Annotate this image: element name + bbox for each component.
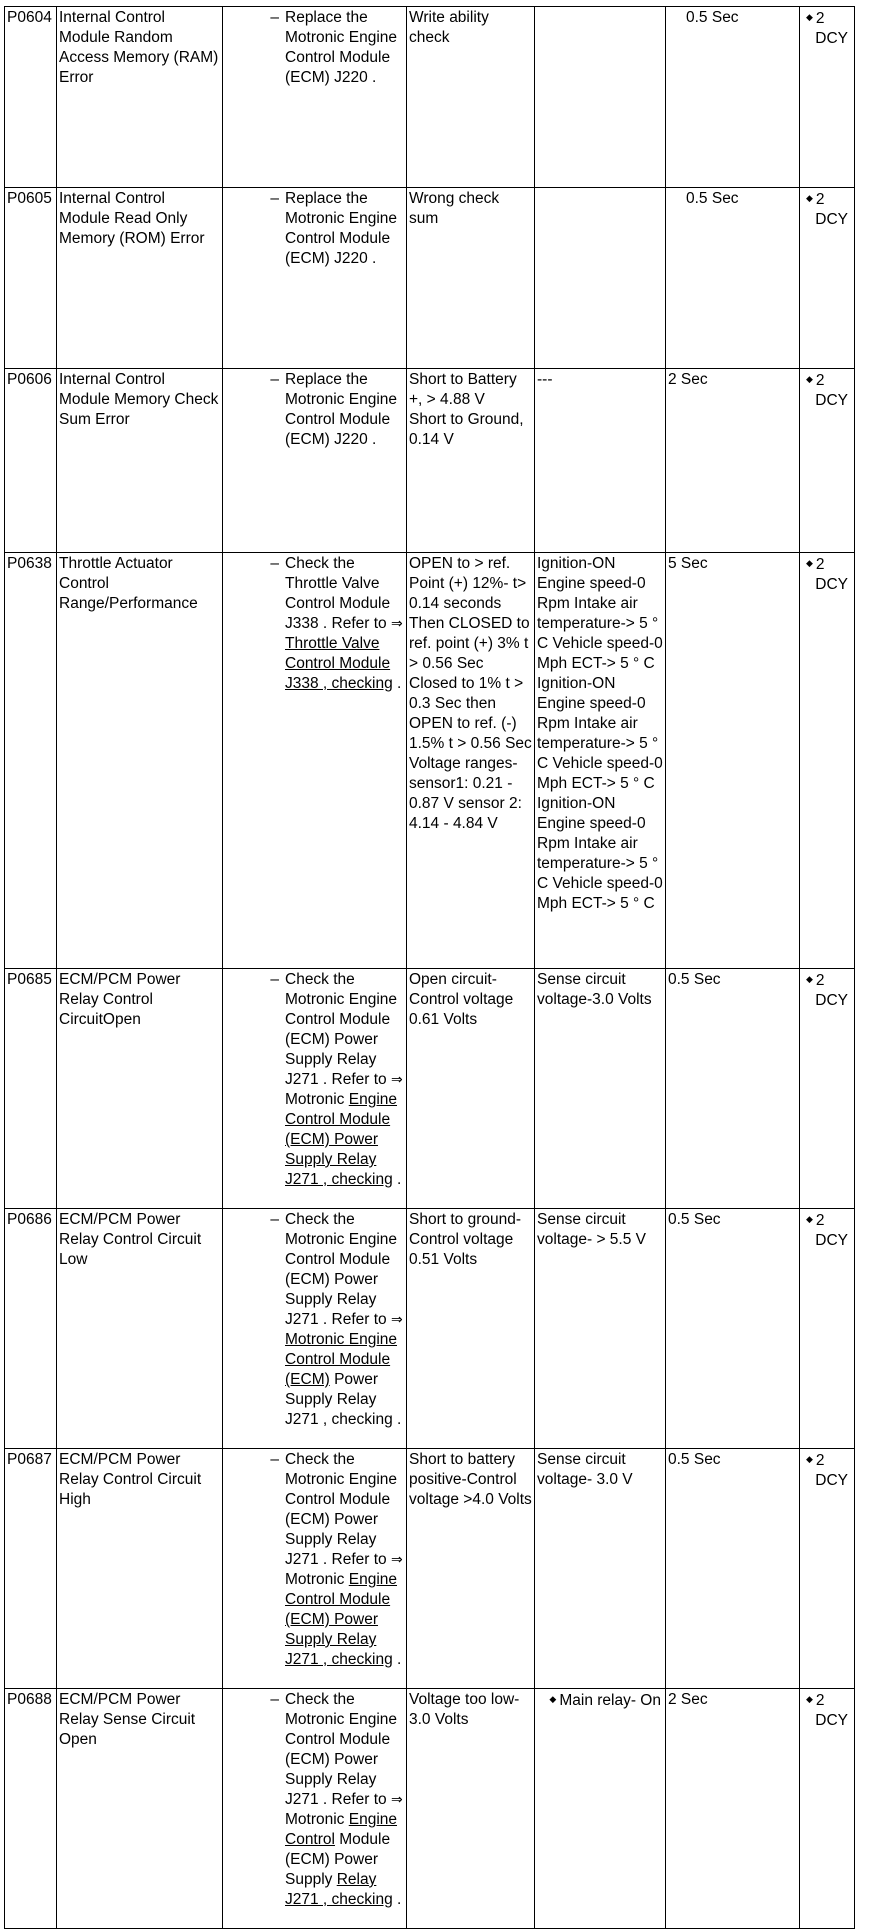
table-row — [5, 553, 855, 969]
diamond-bullet-icon: ◆ — [806, 559, 813, 569]
mil-unit: DCY — [815, 576, 848, 593]
mil-value: 2 — [815, 1212, 825, 1229]
diamond-bullet-icon: ◆ — [806, 1695, 813, 1705]
repair-text-pre: Check the Motronic Engine Control Module (ECM) Power Supply Relay J271 . Refer to — [285, 1691, 398, 1808]
repair-text — [285, 970, 404, 1190]
time-cell: 2 Sec — [666, 369, 800, 553]
mil-value: 2 — [815, 1452, 825, 1469]
repair-text — [285, 1690, 404, 1910]
dtc-description: ECM/PCM Power Relay Control CircuitOpen — [57, 969, 223, 1209]
mil-cell — [800, 1449, 855, 1689]
time-cell: 5 Sec — [666, 553, 800, 969]
dtc-code: P0685 — [5, 969, 57, 1209]
bullet-dash: – — [270, 1451, 279, 1468]
arrow-right-icon: ⇒ — [390, 1312, 403, 1328]
repair-text-mid: Motronic — [285, 1811, 349, 1828]
dtc-description: Internal Control Module Memory Check Sum Error — [57, 369, 223, 553]
dtc-description: Throttle Actuator Control Range/Performance — [57, 553, 223, 969]
table-row — [5, 969, 855, 1209]
mil-value: 2 — [815, 556, 825, 573]
repair-cell — [223, 969, 407, 1209]
repair-text-post: Module (ECM) Power Supply — [285, 1831, 391, 1888]
dtc-table — [4, 6, 855, 1929]
criteria-cell: Wrong check sum — [407, 188, 535, 369]
arrow-right-icon: ⇒ — [390, 1072, 403, 1088]
criteria-cell: Short to battery positive-Control voltage >4.0 Volts — [407, 1449, 535, 1689]
repair-text-post: . — [392, 1171, 402, 1188]
mil-unit: DCY — [815, 1712, 848, 1729]
criteria-line: Short to Ground, 0.14 V — [409, 411, 524, 448]
diamond-bullet-icon: ◆ — [806, 375, 813, 385]
mil-cell — [800, 969, 855, 1209]
diamond-bullet-icon: ◆ — [806, 975, 813, 985]
dtc-code: P0604 — [5, 7, 57, 188]
mil-value: 2 — [815, 372, 825, 389]
mil-cell — [800, 7, 855, 188]
repair-cell — [223, 188, 407, 369]
repair-cell — [223, 369, 407, 553]
enable-cell: Ignition-ON Engine speed-0 Rpm Intake air temperature-> 5 ° C Vehicle speed-0 Mph ECT-> 5 ° C Ignition-ON Engine speed-0 Rpm Intake air temperature-> 5 ° C Vehicle speed-0 Mph ECT-> 5 ° C Ignition-ON Engine speed-0 Rpm Intake air temperature-> 5 ° C Vehicle speed-0 Mph ECT-> 5 ° C — [535, 553, 666, 969]
repair-text-mid: Motronic — [285, 1091, 349, 1108]
mil-cell — [800, 1689, 855, 1929]
repair-link[interactable]: Engine Control Module (ECM) Power Supply Relay J271 , checking — [285, 1091, 398, 1188]
dtc-description: Internal Control Module Random Access Memory (RAM) Error — [57, 7, 223, 188]
criteria-cell: Short to ground-Control voltage 0.51 Volts — [407, 1209, 535, 1449]
repair-text-pre: Check the Motronic Engine Control Module (ECM) Power Supply Relay J271 . Refer to — [285, 1211, 398, 1328]
table-row — [5, 188, 855, 369]
repair-cell — [223, 1209, 407, 1449]
criteria-cell: OPEN to > ref. Point (+) 12%- t> 0.14 seconds Then CLOSED to ref. point (+) 3% t > 0.56 Sec Closed to 1% t > 0.3 Sec then OPEN to ref. (-) 1.5% t > 0.56 Sec Voltage ranges- sensor1: 0.21 - 0.87 V sensor 2: 4.14 - 4.84 V — [407, 553, 535, 969]
time-cell: 0.5 Sec — [666, 1209, 800, 1449]
time-cell: 0.5 Sec — [666, 7, 800, 188]
diamond-bullet-icon: ◆ — [806, 1455, 813, 1465]
dtc-code: P0638 — [5, 553, 57, 969]
enable-cell: Sense circuit voltage-3.0 Volts — [535, 969, 666, 1209]
mil-value: 2 — [815, 10, 825, 27]
criteria-cell: Write ability check — [407, 7, 535, 188]
repair-text-post: Power Supply Relay J271 , checking . — [285, 1371, 402, 1428]
repair-cell — [223, 1449, 407, 1689]
repair-text-post: . — [392, 675, 402, 692]
criteria-line: Short to Battery +, > 4.88 V — [409, 371, 517, 408]
repair-link[interactable]: Motronic Engine Control Module (ECM) — [285, 1331, 398, 1388]
criteria-cell: Open circuit- Control voltage 0.61 Volts — [407, 969, 535, 1209]
bullet-dash: – — [270, 190, 279, 207]
repair-cell — [223, 1689, 407, 1929]
diamond-bullet-icon: ◆ — [806, 194, 813, 204]
repair-link-2[interactable]: Relay J271 , checking — [285, 1871, 393, 1908]
bullet-dash: – — [270, 9, 279, 26]
dtc-code: P0686 — [5, 1209, 57, 1449]
mil-unit: DCY — [815, 1232, 848, 1249]
arrow-right-icon: ⇒ — [390, 616, 403, 632]
repair-link[interactable]: Engine Control — [285, 1811, 398, 1848]
criteria-cell: Voltage too low-3.0 Volts — [407, 1689, 535, 1929]
repair-text-pre: Check the Throttle Valve Control Module J338 . Refer to — [285, 555, 391, 632]
dtc-description: Internal Control Module Read Only Memory (ROM) Error — [57, 188, 223, 369]
time-cell: 0.5 Sec — [666, 188, 800, 369]
enable-cell: Sense circuit voltage- 3.0 V — [535, 1449, 666, 1689]
mil-cell — [800, 369, 855, 553]
mil-cell — [800, 1209, 855, 1449]
dtc-description: ECM/PCM Power Relay Sense Circuit Open — [57, 1689, 223, 1929]
mil-value: 2 — [815, 191, 825, 208]
repair-text: Replace the Motronic Engine Control Module (ECM) J220 . — [285, 190, 398, 267]
repair-cell — [223, 553, 407, 969]
mil-unit: DCY — [815, 392, 848, 409]
table-row — [5, 1689, 855, 1929]
diamond-bullet-icon: ◆ — [806, 1215, 813, 1225]
repair-text-pre: Check the Motronic Engine Control Module (ECM) Power Supply Relay J271 . Refer to — [285, 971, 398, 1088]
table-row — [5, 1209, 855, 1449]
table-row — [5, 7, 855, 188]
repair-cell — [223, 7, 407, 188]
mil-unit: DCY — [815, 211, 848, 228]
diamond-bullet-icon: ◆ — [549, 1695, 557, 1705]
bullet-dash: – — [270, 1691, 279, 1708]
mil-unit: DCY — [815, 1472, 848, 1489]
enable-cell — [535, 7, 666, 188]
repair-text-post-2: . — [392, 1891, 402, 1908]
dtc-code: P0687 — [5, 1449, 57, 1689]
criteria-cell — [407, 369, 535, 553]
arrow-right-icon: ⇒ — [390, 1792, 403, 1808]
mil-value: 2 — [815, 972, 825, 989]
repair-text — [285, 554, 404, 694]
repair-text — [285, 1450, 404, 1670]
repair-text-mid: Motronic — [285, 1571, 349, 1588]
arrow-right-icon: ⇒ — [390, 1552, 403, 1568]
bullet-dash: – — [270, 1211, 279, 1228]
dtc-description: ECM/PCM Power Relay Control Circuit High — [57, 1449, 223, 1689]
dtc-code: P0605 — [5, 188, 57, 369]
mil-value: 2 — [815, 1692, 825, 1709]
bullet-dash: – — [270, 555, 279, 572]
enable-cell: --- — [535, 369, 666, 553]
mil-unit: DCY — [815, 992, 848, 1009]
time-cell: 0.5 Sec — [666, 969, 800, 1209]
repair-text: Replace the Motronic Engine Control Module (ECM) J220 . — [285, 371, 398, 448]
enable-cell — [535, 188, 666, 369]
table-row — [5, 369, 855, 553]
bullet-dash: – — [270, 971, 279, 988]
time-cell: 2 Sec — [666, 1689, 800, 1929]
repair-text-pre: Check the Motronic Engine Control Module (ECM) Power Supply Relay J271 . Refer to — [285, 1451, 398, 1568]
repair-text: Replace the Motronic Engine Control Module (ECM) J220 . — [285, 9, 398, 86]
dtc-description: ECM/PCM Power Relay Control Circuit Low — [57, 1209, 223, 1449]
repair-text — [285, 1210, 404, 1430]
time-cell: 0.5 Sec — [666, 1449, 800, 1689]
repair-link[interactable]: Engine Control Module (ECM) Power Supply Relay J271 , checking — [285, 1571, 398, 1668]
mil-cell — [800, 188, 855, 369]
dtc-code: P0606 — [5, 369, 57, 553]
repair-text-post: . — [392, 1651, 402, 1668]
table-row — [5, 1449, 855, 1689]
bullet-dash: – — [270, 371, 279, 388]
enable-cell — [535, 1689, 666, 1929]
dtc-code: P0688 — [5, 1689, 57, 1929]
diamond-bullet-icon: ◆ — [806, 13, 813, 23]
enable-cell: Sense circuit voltage- > 5.5 V — [535, 1209, 666, 1449]
repair-link[interactable]: Throttle Valve Control Module J338 , checking — [285, 635, 393, 692]
enable-text: Main relay- On — [559, 1692, 661, 1709]
mil-unit: DCY — [815, 30, 848, 47]
mil-cell — [800, 553, 855, 969]
